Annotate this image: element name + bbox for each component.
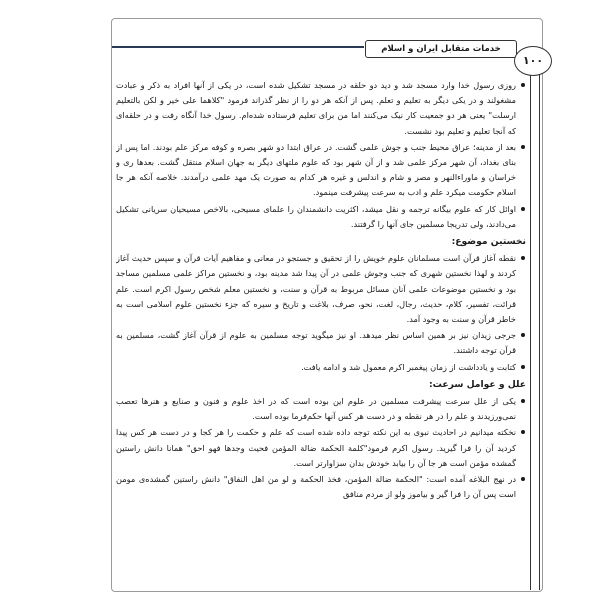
paragraph-7: یکی از علل سرعت پیشرفت مسلمین در علوم این بوده است که در اخذ علوم و فنون و صنایع و هنرها تعصب نمی‌ورزیدند و علم را در هر نقطه و در دست هر کس آنها حکم‌فرما بوده است. [116, 394, 526, 424]
paragraph-6: کتابت و یادداشت از زمان پیغمبر اکرم معمول شد و ادامه یافت. [116, 360, 526, 375]
paragraph-9: در نهج البلاغه آمده است: "الحکمة ضالة المؤمن، فخذ الحکمة و لو من اهل النفاق" دانش راستین گمشده‌ی مومن است پس آن را فرا گیر و بیاموز ولو از مردم منافق [116, 472, 526, 502]
running-header: خدمات متقابل ایران و اسلام [365, 40, 517, 58]
page-number: ۱۰۰ [514, 46, 552, 76]
paragraph-2: بعد از مدینه؛ عراق محیط جنب و جوش علمی گشت. در عراق ابتدا دو شهر بصره و کوفه مرکز علم بودند. اما پس از بنای بغداد، آن شهر مرکز علمی شد و از آن شهر بود که علوم ملتهای دیگر به جهان اسلام منتقل گشت. بعدها ری و خراسان و ماوراءالنهر و مصر و شام و اندلس و غیره هر کدام به صورت یک مهد علمی درآمدند. خلاصه آنکه هر جا اسلام حکومت میکرد علم و ادب به سرعت پیشرفت مینمود. [116, 140, 526, 201]
paragraph-4: نقطه آغاز قرآن است مسلمانان علوم خویش را از تحقیق و جستجو در معانی و مفاهیم آیات قرآن و سپس حدیث آغاز کردند و لهذا نخستین شهری که جنب وجوش علمی در آن پیدا شد مدینه بود، و نخستین مراکز علمی مسلمین مساجد بود و نخستین موضوعات علمی آنان مسائل مربوط به قرآن و سنت، و نخستین معلم شخص رسول اکرم است. علم قرائت، تفسیر، کلام، حدیث، رجال، لغت، نحو، صرف، بلاغت و تاریخ و سیره که جزء نخستین علوم اسلامی است به خاطر قرآن و سنت به وجود آمد. [116, 251, 526, 327]
section-heading-first-subject: نخستین موضوع: [451, 236, 526, 248]
body-text [116, 78, 526, 583]
page-side-rail [530, 70, 540, 590]
paragraph-1: روزی رسول خدا وارد مسجد شد و دید دو حلقه در مسجد تشکیل شده است، در یکی از آنها افراد به ذکر و عبادت مشغولند و در یکی دیگر به تعلیم و تعلم. پس از آنکه هر دو را از نظر گذراند فرمود "کلاهما علی خیر و لکن بالتعلیم ارسلت" یعنی هر دو جمعیت کار نیک می‌کنند اما من برای تعلیم فرستاده شده‌ام. رسول خدا آنگاه رفت و در حلقه‌ای که آنجا تعلیم و تعلیم بود نشست. [116, 78, 526, 139]
section-heading-causes: علل و عوامل سرعت: [428, 378, 526, 390]
paragraph-8: نخکته میدانیم در احادیث نبوی به این نکته توجه داده شده است که علم و حکمت را هر کجا و در دست هر کس پیدا کردید آن را فرا گیرید. رسول اکرم فرمود"کلمة الحکمة ضالة المؤمن فحیث وجدها فهو احق" همانا دانش راستین گمشده مؤمن است هر جا آن را بیابد خودش بدان سزاوارتر است. [116, 425, 526, 471]
header-rule [112, 46, 364, 48]
paragraph-5: جرجی زیدان نیز بر همین اساس نظر میدهد. او نیز میگوید توجه مسلمین به علوم از قرآن آغاز گشت، مسلمین به قرآن توجه داشتند. [116, 328, 526, 358]
paragraph-3: اوائل کار که علوم بیگانه ترجمه و نقل میشد، اکثریت دانشمندان را علمای مسیحی، بالاخص مسیحیان سریانی تشکیل می‌دادند، ولی تدریجا مسلمین جای آنها را گرفتند. [116, 202, 526, 232]
